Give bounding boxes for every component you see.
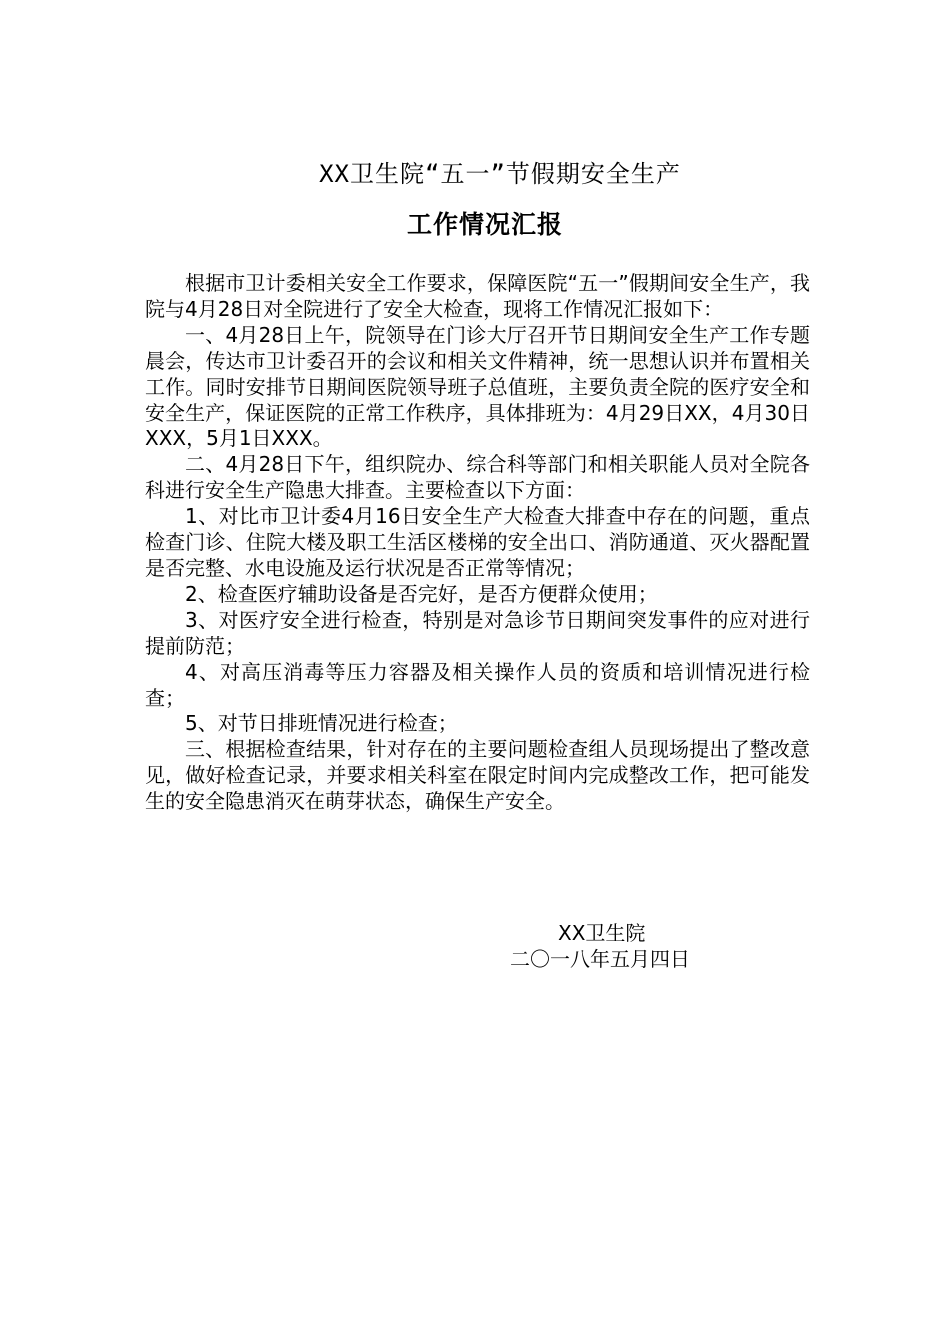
document-title: XX卫生院“五一”节假期安全生产 — [319, 160, 681, 188]
signature-block — [470, 920, 770, 972]
check-item-4: 4、对高压消毒等压力容器及相关操作人员的资质和培训情况进行检查； — [145, 659, 810, 710]
check-item-5: 5、对节日排班情况进行检查； — [185, 711, 458, 736]
document-body — [145, 271, 810, 815]
section-two-paragraph: 二、4月28日下午，组织院办、综合科等部门和相关职能人员对全院各科进行安全生产隐患大排查。主要检查以下方面： — [145, 452, 810, 503]
check-item-3: 3、对医疗安全进行检查，特别是对急诊节日期间突发事件的应对进行提前防范； — [145, 607, 810, 658]
section-three-paragraph: 三、根据检查结果，针对存在的主要问题检查组人员现场提出了整改意见，做好检查记录，并要求相关科室在限定时间内完成整改工作，把可能发生的安全隐患消灭在萌芽状态，确保生产安全。 — [145, 737, 810, 814]
check-item-2: 2、检查医疗辅助设备是否完好，是否方便群众使用； — [185, 581, 658, 606]
signature-date: 二〇一八年五月四日 — [510, 947, 690, 971]
signature-organization: XX卫生院 — [558, 921, 646, 945]
check-item-1: 1、对比市卫计委4月16日安全生产大检查大排查中存在的问题，重点检查门诊、住院大楼及职工生活区楼梯的安全出口、消防通道、灭火器配置是否完整、水电设施及运行状况是否正常等情况； — [145, 504, 810, 580]
section-one-paragraph: 一、4月28日上午，院领导在门诊大厅召开节日期间安全生产工作专题晨会，传达市卫计委召开的会议和相关文件精神，统一思想认识并布置相关工作。同时安排节日期间医院领导班子总值班，主要负责全院的医疗安全和安全生产，保证医院的正常工作秩序，具体排班为：4月29日XX，4月30日XXX，5月1日XXX。 — [145, 322, 810, 451]
intro-paragraph: 根据市卫计委相关安全工作要求，保障医院“五一”假期间安全生产，我院与4月28日对全院进行了安全大检查，现将工作情况汇报如下： — [145, 271, 810, 321]
document-subtitle: 工作情况汇报 — [406, 210, 563, 239]
